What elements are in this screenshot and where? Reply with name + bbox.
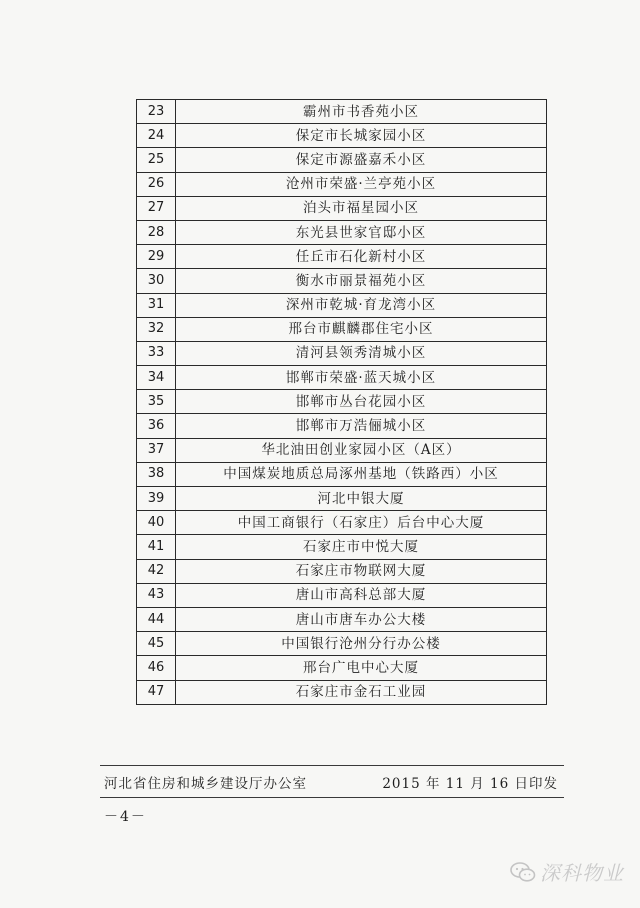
project-name: 邯郸市丛台花园小区: [176, 390, 547, 414]
project-name: 中国银行沧州分行办公楼: [176, 632, 547, 656]
table-row: [137, 656, 547, 680]
issuer-name: 河北省住房和城乡建设厅办公室: [104, 776, 307, 792]
footer-top-rule: [100, 765, 564, 766]
row-number: 40: [137, 511, 176, 535]
row-number: 30: [137, 269, 176, 293]
project-name: 泊头市福星园小区: [176, 196, 547, 220]
table-row: [137, 487, 547, 511]
row-number: 32: [137, 317, 176, 341]
table-row: [137, 438, 547, 462]
table-row: [137, 317, 547, 341]
table-row: [137, 245, 547, 269]
row-number: 39: [137, 487, 176, 511]
row-number: 28: [137, 220, 176, 244]
project-name: 华北油田创业家园小区（A区）: [176, 438, 547, 462]
project-name: 邯郸市荣盛·蓝天城小区: [176, 366, 547, 390]
table-row: [137, 632, 547, 656]
table-row: [137, 414, 547, 438]
watermark: [510, 857, 624, 886]
project-name: 石家庄市中悦大厦: [176, 535, 547, 559]
table-row: [137, 124, 547, 148]
project-name: 邯郸市万浩俪城小区: [176, 414, 547, 438]
row-number: 29: [137, 245, 176, 269]
row-number: 42: [137, 559, 176, 583]
row-number: 34: [137, 366, 176, 390]
project-name: 河北中银大厦: [176, 487, 547, 511]
table-row: [137, 172, 547, 196]
row-number: 47: [137, 680, 176, 704]
row-number: 31: [137, 293, 176, 317]
row-number: 35: [137, 390, 176, 414]
table-row: [137, 462, 547, 486]
project-name: 衡水市丽景福苑小区: [176, 269, 547, 293]
project-list-table: [136, 99, 547, 705]
watermark-text: 深科物业: [540, 861, 624, 885]
wechat-icon: [510, 861, 536, 883]
project-name: 保定市长城家园小区: [176, 124, 547, 148]
table-row: [137, 148, 547, 172]
table-row: [137, 366, 547, 390]
table-row: [137, 390, 547, 414]
table-row: [137, 293, 547, 317]
row-number: 44: [137, 607, 176, 631]
project-name: 中国煤炭地质总局涿州基地（铁路西）小区: [176, 462, 547, 486]
footer-bottom-rule: [100, 797, 564, 798]
project-name: 东光县世家官邸小区: [176, 220, 547, 244]
project-name: 石家庄市金石工业园: [176, 680, 547, 704]
table-row: [137, 196, 547, 220]
table-row: [137, 607, 547, 631]
row-number: 38: [137, 462, 176, 486]
row-number: 43: [137, 583, 176, 607]
project-name: 唐山市高科总部大厦: [176, 583, 547, 607]
project-name: 唐山市唐车办公大楼: [176, 607, 547, 631]
issue-date: 2015 年 11 月 16 日印发: [382, 776, 558, 792]
row-number: 36: [137, 414, 176, 438]
table-row: [137, 100, 547, 124]
row-number: 46: [137, 656, 176, 680]
row-number: 23: [137, 100, 176, 124]
row-number: 25: [137, 148, 176, 172]
row-number: 26: [137, 172, 176, 196]
project-name: 中国工商银行（石家庄）后台中心大厦: [176, 511, 547, 535]
table-row: [137, 535, 547, 559]
row-number: 24: [137, 124, 176, 148]
row-number: 41: [137, 535, 176, 559]
project-name: 邢台市麒麟郡住宅小区: [176, 317, 547, 341]
project-name: 沧州市荣盛·兰亭苑小区: [176, 172, 547, 196]
project-name: 石家庄市物联网大厦: [176, 559, 547, 583]
table-row: [137, 680, 547, 704]
row-number: 45: [137, 632, 176, 656]
page-number: －4－: [104, 809, 147, 825]
project-name: 清河县领秀清城小区: [176, 341, 547, 365]
project-name: 任丘市石化新村小区: [176, 245, 547, 269]
project-list-body: [137, 100, 547, 705]
project-name: 邢台广电中心大厦: [176, 656, 547, 680]
table-row: [137, 559, 547, 583]
project-name: 保定市源盛嘉禾小区: [176, 148, 547, 172]
row-number: 37: [137, 438, 176, 462]
table-row: [137, 341, 547, 365]
table-row: [137, 583, 547, 607]
project-name: 霸州市书香苑小区: [176, 100, 547, 124]
table-row: [137, 220, 547, 244]
table-row: [137, 269, 547, 293]
table-row: [137, 511, 547, 535]
project-name: 深州市乾城·育龙湾小区: [176, 293, 547, 317]
row-number: 27: [137, 196, 176, 220]
row-number: 33: [137, 341, 176, 365]
